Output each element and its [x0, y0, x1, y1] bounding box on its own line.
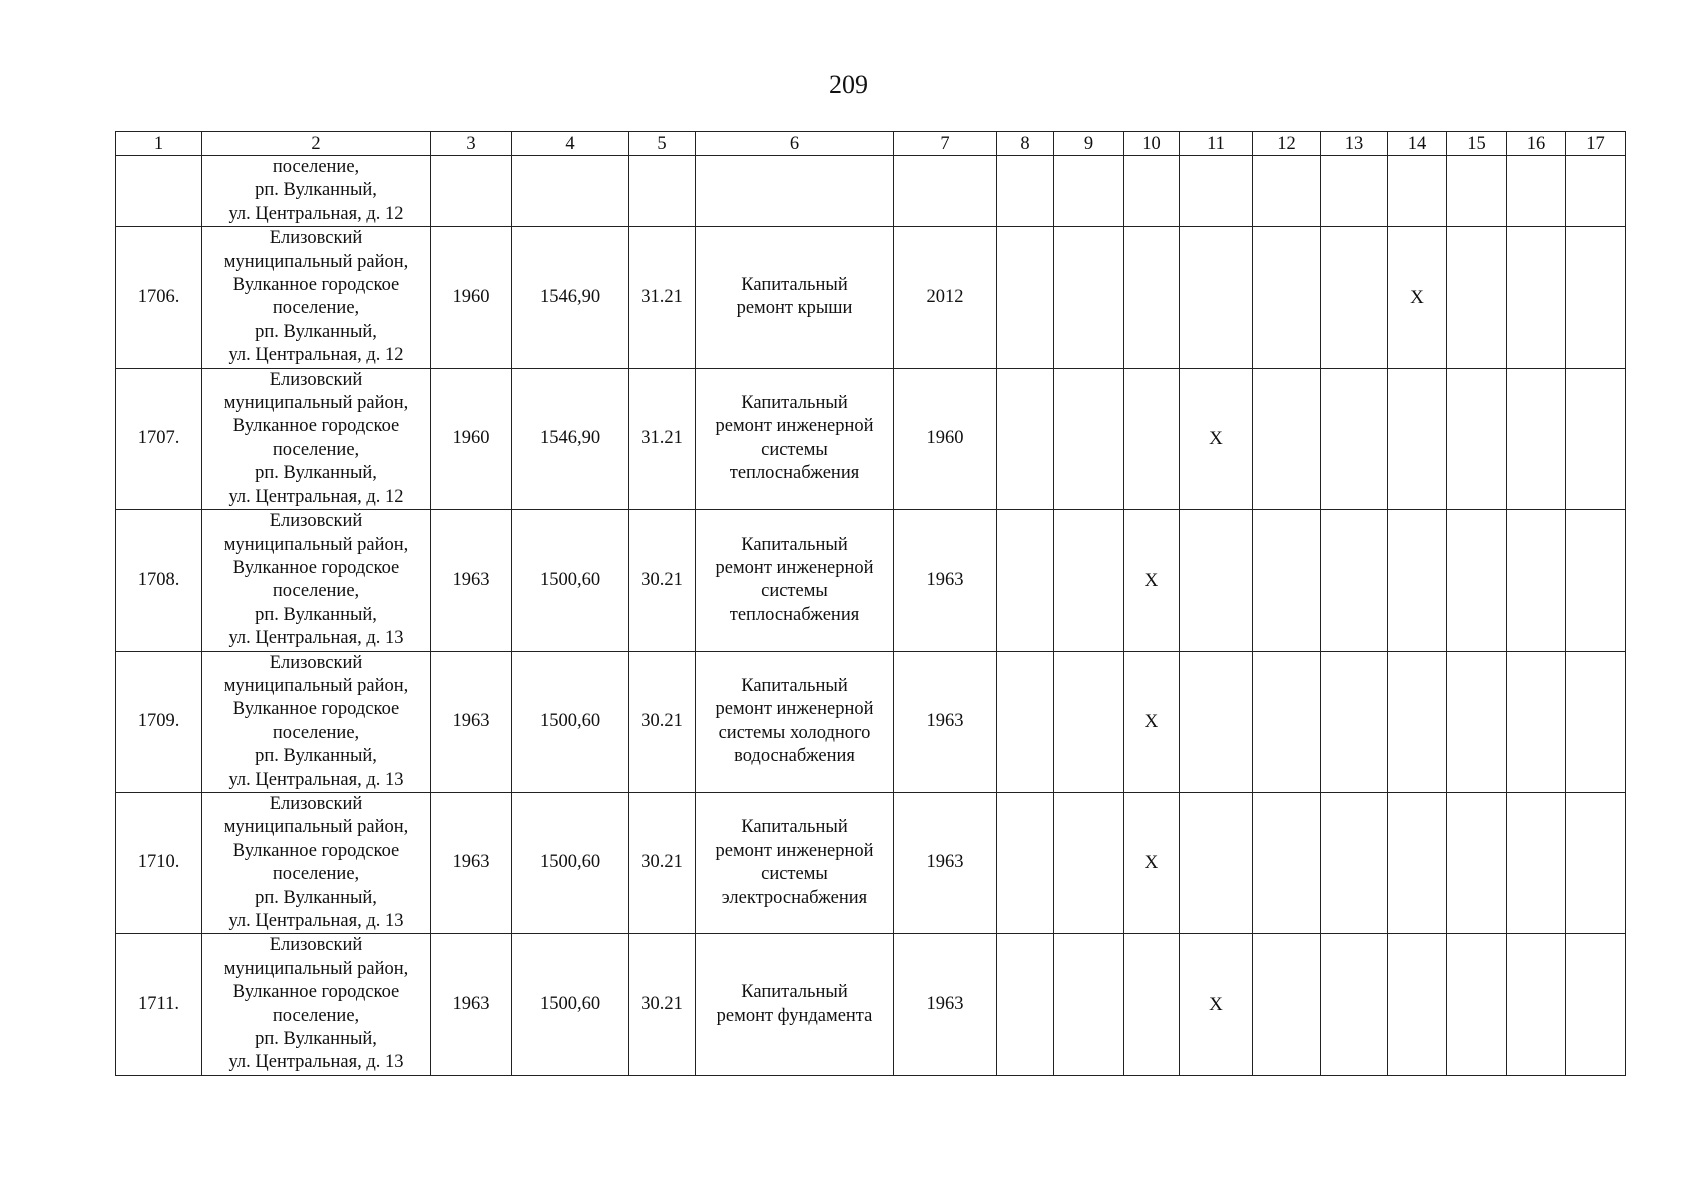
table-row [116, 368, 1626, 509]
address-cell-line: муниципальный район, [223, 534, 409, 555]
period-mark-cell: X [1180, 934, 1253, 1075]
column-header: 10 [1124, 132, 1180, 156]
empty-cell [1388, 156, 1447, 227]
empty-cell [1124, 934, 1180, 1075]
year-built-cell: 1963 [431, 934, 512, 1075]
empty-cell [1180, 651, 1253, 792]
column-header: 12 [1253, 132, 1321, 156]
work-type-cell-line: теплоснабжения [729, 463, 860, 484]
empty-cell [1054, 156, 1124, 227]
address-cell [202, 792, 431, 933]
address-cell-line: муниципальный район, [223, 393, 409, 414]
empty-cell [1388, 792, 1447, 933]
empty-cell [1507, 227, 1566, 368]
address-cell-line: муниципальный район, [223, 675, 409, 696]
address-cell-line: Елизовский [269, 652, 363, 673]
empty-cell [1321, 792, 1388, 933]
work-type-cell [696, 792, 894, 933]
address-cell-line: Вулканное городское [232, 557, 400, 578]
address-cell [202, 156, 431, 227]
address-cell-line: ул. Центральная, д. 12 [228, 345, 404, 366]
address-cell-line: Елизовский [269, 369, 363, 390]
work-type-cell-line: Капитальный [741, 817, 848, 838]
address-cell-line: поселение, [272, 581, 360, 602]
year-built-cell: 1963 [431, 792, 512, 933]
period-mark-cell: X [1180, 368, 1253, 509]
empty-cell [997, 156, 1054, 227]
column-header: 16 [1507, 132, 1566, 156]
empty-cell [1321, 651, 1388, 792]
empty-cell [1253, 934, 1321, 1075]
address-cell [202, 510, 431, 651]
work-type-cell-line: системы [761, 864, 828, 885]
column-header: 17 [1566, 132, 1626, 156]
row-number-cell [116, 156, 202, 227]
empty-cell [894, 156, 997, 227]
wear-cell: 30.21 [629, 934, 696, 1075]
address-cell-line: рп. Вулканный, [255, 887, 377, 908]
empty-cell [1180, 156, 1253, 227]
address-cell-line: Елизовский [269, 793, 363, 814]
work-type-cell-line: системы [761, 581, 828, 602]
address-cell-line: ул. Центральная, д. 13 [228, 628, 404, 649]
period-mark-cell: X [1124, 651, 1180, 792]
empty-cell [1180, 792, 1253, 933]
empty-cell [1507, 792, 1566, 933]
address-cell-line: ул. Центральная, д. 13 [228, 769, 404, 790]
empty-cell [1507, 651, 1566, 792]
work-type-cell-line: Капитальный [741, 275, 848, 296]
column-header: 6 [696, 132, 894, 156]
empty-cell [1447, 227, 1507, 368]
empty-cell [1388, 651, 1447, 792]
empty-cell [512, 156, 629, 227]
work-type-cell-line: ремонт инженерной [715, 840, 874, 861]
empty-cell [1566, 227, 1626, 368]
address-cell-line: рп. Вулканный, [255, 746, 377, 767]
empty-cell [1124, 156, 1180, 227]
table-row [116, 651, 1626, 792]
wear-cell: 31.21 [629, 368, 696, 509]
work-type-cell-line: Капитальный [741, 982, 848, 1003]
work-type-cell-line: Капитальный [741, 393, 848, 414]
year-built-cell: 1960 [431, 227, 512, 368]
table-row [116, 934, 1626, 1075]
year-built-cell: 1963 [431, 651, 512, 792]
last-repair-year-cell: 2012 [894, 227, 997, 368]
empty-cell [1054, 934, 1124, 1075]
work-type-cell-line: ремонт инженерной [715, 699, 874, 720]
empty-cell [1566, 792, 1626, 933]
empty-cell [431, 156, 512, 227]
last-repair-year-cell: 1963 [894, 934, 997, 1075]
empty-cell [1388, 510, 1447, 651]
empty-cell [1054, 227, 1124, 368]
address-cell-line: поселение, [272, 722, 360, 743]
table-body [116, 156, 1626, 1076]
address-cell-line: поселение, [272, 298, 360, 319]
empty-cell [1054, 651, 1124, 792]
work-type-cell [696, 227, 894, 368]
empty-cell [1447, 792, 1507, 933]
work-type-cell-line: водоснабжения [734, 746, 855, 767]
table-row [116, 792, 1626, 933]
row-number-cell: 1709. [116, 651, 202, 792]
address-cell-line: поселение, [272, 864, 360, 885]
address-cell-line: поселение, [272, 1005, 360, 1026]
empty-cell [1253, 792, 1321, 933]
empty-cell [1054, 510, 1124, 651]
empty-cell [1321, 368, 1388, 509]
empty-cell [997, 368, 1054, 509]
empty-cell [1054, 368, 1124, 509]
address-cell [202, 368, 431, 509]
row-number-cell: 1711. [116, 934, 202, 1075]
wear-cell: 30.21 [629, 510, 696, 651]
column-header: 4 [512, 132, 629, 156]
column-header: 3 [431, 132, 512, 156]
column-number-row [116, 132, 1626, 156]
address-cell [202, 934, 431, 1075]
address-cell-line: муниципальный район, [223, 251, 409, 272]
empty-cell [1566, 651, 1626, 792]
area-cell: 1500,60 [512, 510, 629, 651]
empty-cell [1566, 510, 1626, 651]
last-repair-year-cell: 1963 [894, 792, 997, 933]
column-header: 9 [1054, 132, 1124, 156]
area-cell: 1546,90 [512, 227, 629, 368]
address-cell-line: Вулканное городское [232, 982, 400, 1003]
page-number: 209 [829, 70, 868, 99]
empty-cell [1180, 227, 1253, 368]
address-cell-line: ул. Центральная, д. 12 [228, 203, 404, 224]
work-type-cell-line: теплоснабжения [729, 604, 860, 625]
address-cell-line: поселение, [272, 157, 360, 177]
wear-cell: 30.21 [629, 651, 696, 792]
area-cell: 1500,60 [512, 651, 629, 792]
table-row-continuation [116, 156, 1626, 227]
empty-cell [1388, 934, 1447, 1075]
empty-cell [1447, 934, 1507, 1075]
address-cell-line: рп. Вулканный, [255, 604, 377, 625]
row-number-cell: 1706. [116, 227, 202, 368]
table-row [116, 227, 1626, 368]
empty-cell [1447, 651, 1507, 792]
area-cell: 1500,60 [512, 792, 629, 933]
work-type-cell-line: системы [761, 439, 828, 460]
empty-cell [997, 792, 1054, 933]
empty-cell [1054, 792, 1124, 933]
empty-cell [1253, 227, 1321, 368]
empty-cell [1180, 510, 1253, 651]
row-number-cell: 1710. [116, 792, 202, 933]
repair-register-table [115, 131, 1626, 1076]
address-cell-line: рп. Вулканный, [255, 1029, 377, 1050]
row-number-cell: 1708. [116, 510, 202, 651]
work-type-cell-line: Капитальный [741, 675, 848, 696]
work-type-cell-line: ремонт инженерной [715, 557, 874, 578]
address-cell-line: Вулканное городское [232, 840, 400, 861]
work-type-cell-line: ремонт фундамента [716, 1005, 873, 1026]
address-cell-line: поселение, [272, 439, 360, 460]
empty-cell [696, 156, 894, 227]
empty-cell [1388, 368, 1447, 509]
last-repair-year-cell: 1963 [894, 651, 997, 792]
empty-cell [1253, 651, 1321, 792]
empty-cell [629, 156, 696, 227]
work-type-cell-line: ремонт крыши [736, 298, 853, 319]
address-cell-line: Вулканное городское [232, 699, 400, 720]
work-type-cell [696, 510, 894, 651]
work-type-cell-line: ремонт инженерной [715, 416, 874, 437]
empty-cell [1253, 156, 1321, 227]
empty-cell [1507, 368, 1566, 509]
empty-cell [1447, 156, 1507, 227]
address-cell-line: Елизовский [269, 228, 363, 249]
address-cell [202, 227, 431, 368]
column-header: 2 [202, 132, 431, 156]
area-cell: 1546,90 [512, 368, 629, 509]
empty-cell [997, 934, 1054, 1075]
address-cell-line: ул. Центральная, д. 13 [228, 911, 404, 931]
last-repair-year-cell: 1963 [894, 510, 997, 651]
address-cell-line: рп. Вулканный, [255, 463, 377, 484]
column-header: 7 [894, 132, 997, 156]
period-mark-cell: X [1124, 792, 1180, 933]
wear-cell: 31.21 [629, 227, 696, 368]
table-row [116, 510, 1626, 651]
empty-cell [1566, 368, 1626, 509]
column-header: 13 [1321, 132, 1388, 156]
address-cell-line: Вулканное городское [232, 275, 400, 296]
column-header: 1 [116, 132, 202, 156]
column-header: 8 [997, 132, 1054, 156]
work-type-cell [696, 934, 894, 1075]
work-type-cell [696, 368, 894, 509]
wear-cell: 30.21 [629, 792, 696, 933]
row-number-cell: 1707. [116, 368, 202, 509]
address-cell-line: Елизовский [269, 935, 363, 956]
column-header: 14 [1388, 132, 1447, 156]
address-cell-line: муниципальный район, [223, 958, 409, 979]
column-header: 15 [1447, 132, 1507, 156]
address-cell-line: ул. Центральная, д. 12 [228, 486, 404, 507]
period-mark-cell: X [1124, 510, 1180, 651]
column-header: 11 [1180, 132, 1253, 156]
address-cell-line: Вулканное городское [232, 416, 400, 437]
empty-cell [1321, 227, 1388, 368]
empty-cell [1321, 156, 1388, 227]
empty-cell [1124, 227, 1180, 368]
address-cell-line: муниципальный район, [223, 817, 409, 838]
year-built-cell: 1960 [431, 368, 512, 509]
work-type-cell-line: электроснабжения [721, 887, 868, 908]
address-cell-line: рп. Вулканный, [255, 180, 377, 201]
empty-cell [997, 227, 1054, 368]
empty-cell [1507, 934, 1566, 1075]
address-cell-line: ул. Центральная, д. 13 [228, 1052, 404, 1073]
empty-cell [1566, 156, 1626, 227]
address-cell [202, 651, 431, 792]
empty-cell [1124, 368, 1180, 509]
column-header: 5 [629, 132, 696, 156]
empty-cell [1507, 156, 1566, 227]
year-built-cell: 1963 [431, 510, 512, 651]
work-type-cell [696, 651, 894, 792]
address-cell-line: Елизовский [269, 511, 363, 532]
last-repair-year-cell: 1960 [894, 368, 997, 509]
empty-cell [1447, 510, 1507, 651]
empty-cell [1447, 368, 1507, 509]
address-cell-line: рп. Вулканный, [255, 321, 377, 342]
empty-cell [1253, 510, 1321, 651]
empty-cell [1321, 934, 1388, 1075]
area-cell: 1500,60 [512, 934, 629, 1075]
empty-cell [1253, 368, 1321, 509]
period-mark-cell: X [1388, 227, 1447, 368]
work-type-cell-line: Капитальный [741, 534, 848, 555]
work-type-cell-line: системы холодного [718, 722, 871, 743]
empty-cell [1566, 934, 1626, 1075]
empty-cell [1507, 510, 1566, 651]
empty-cell [997, 510, 1054, 651]
empty-cell [1321, 510, 1388, 651]
empty-cell [997, 651, 1054, 792]
